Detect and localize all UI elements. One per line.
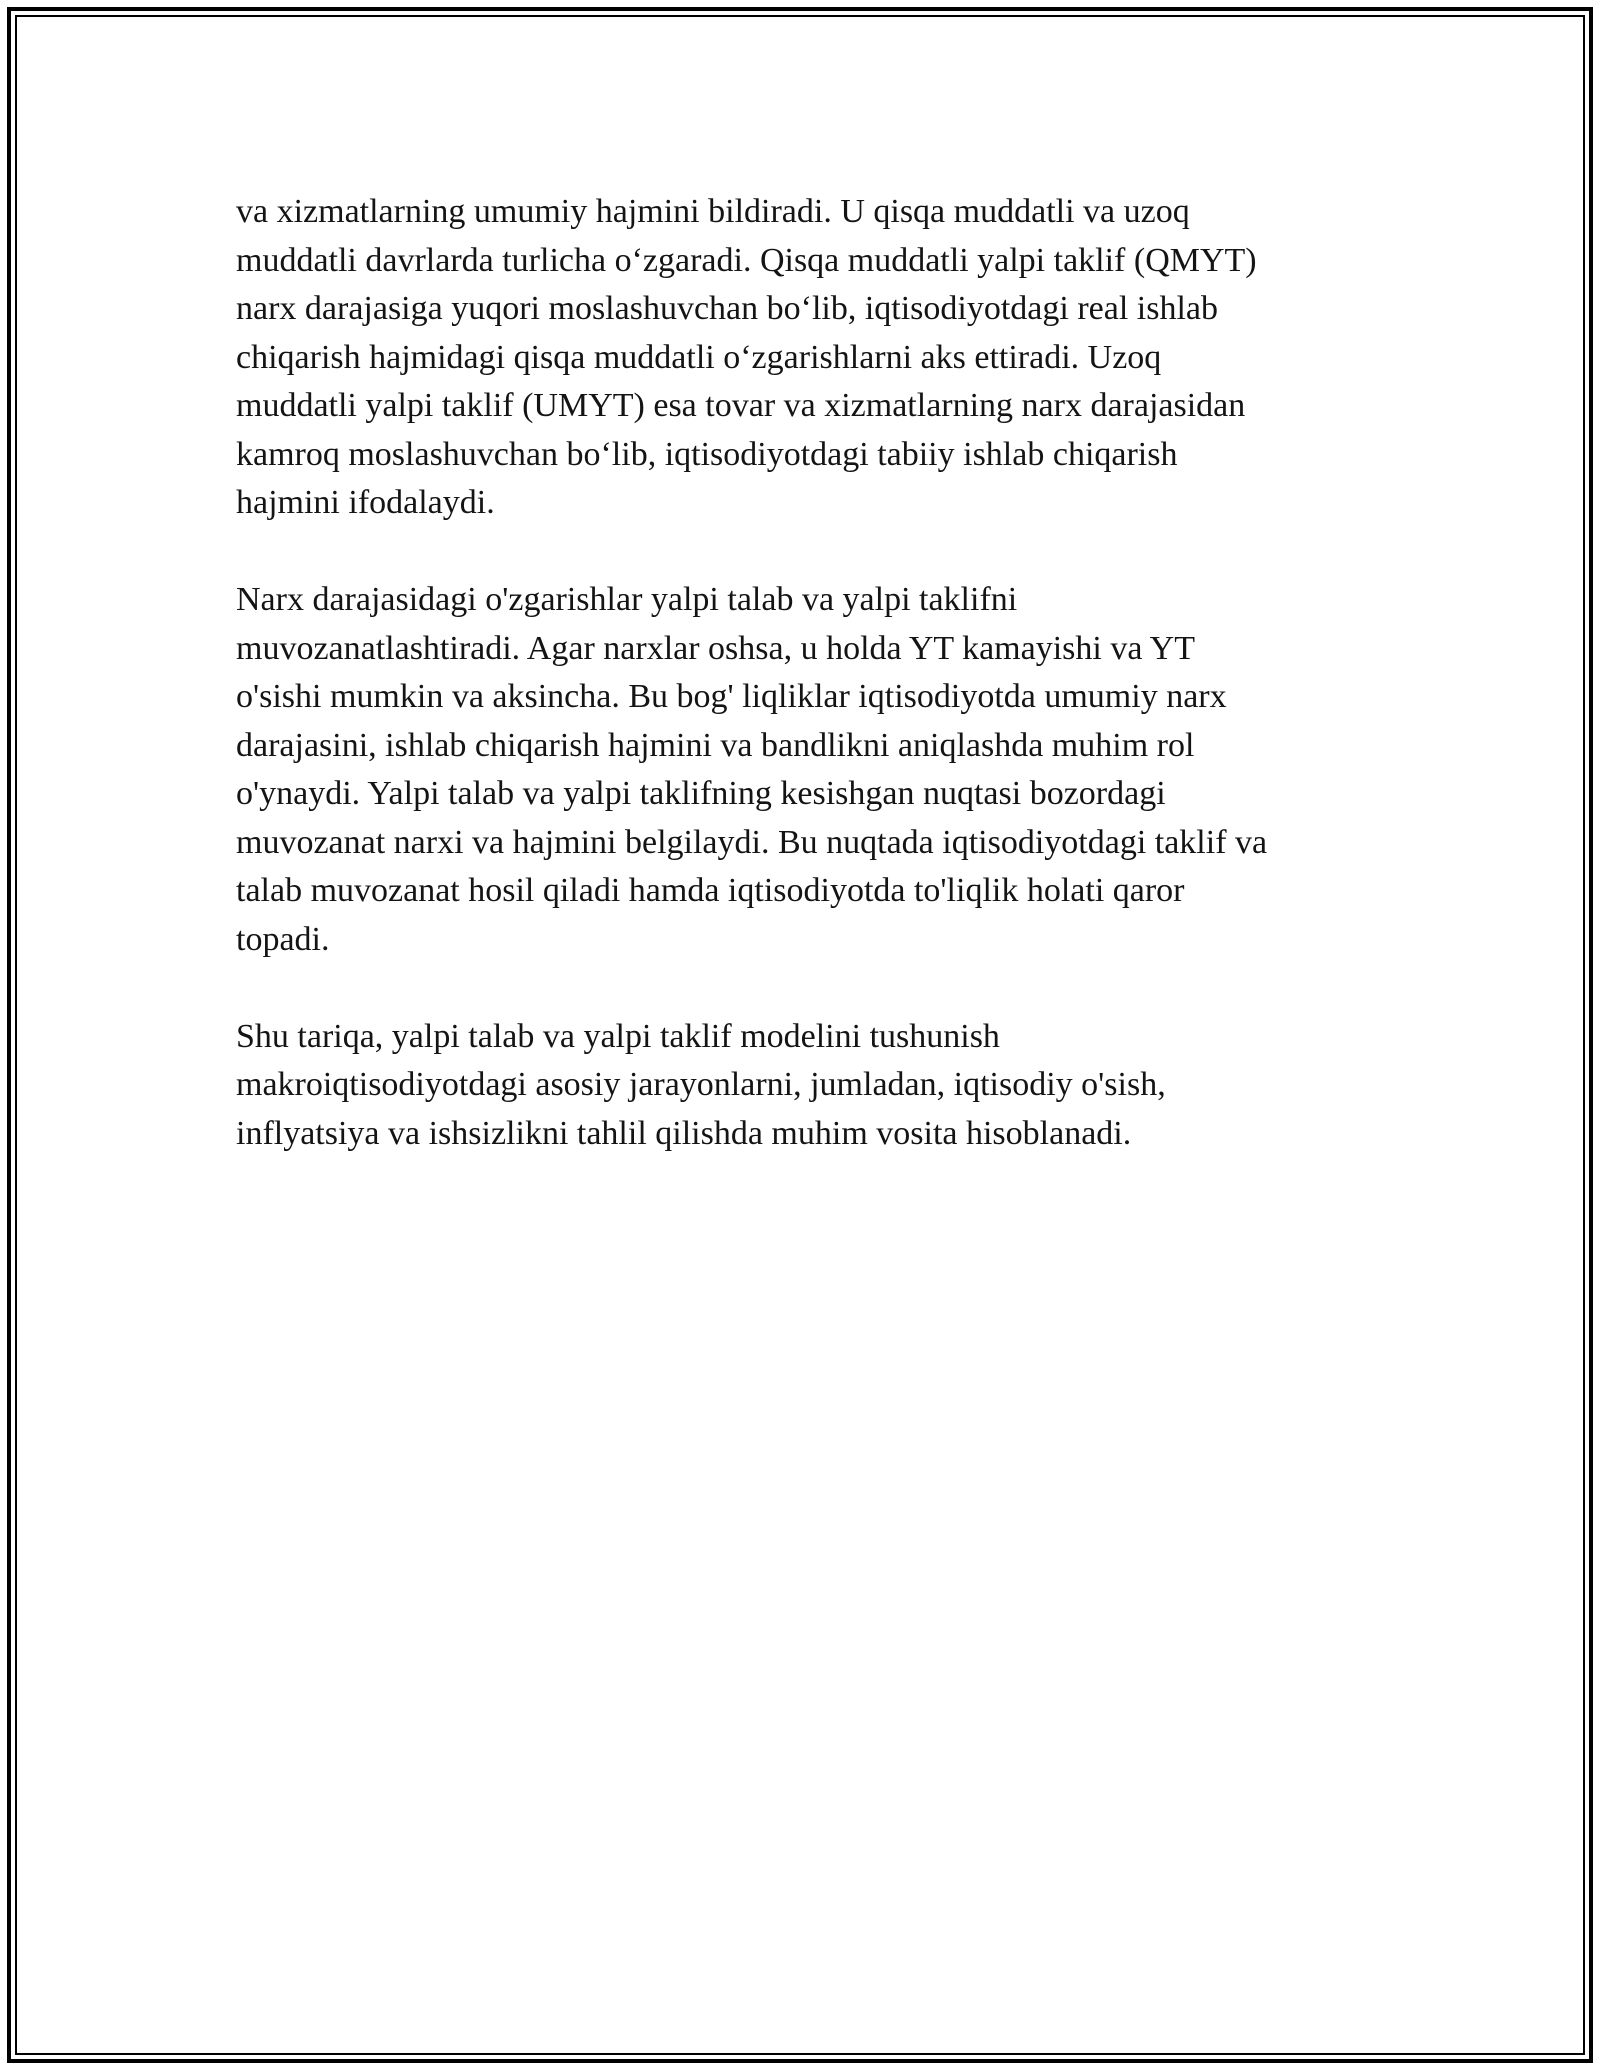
text-line: muddatli davrlarda turlicha o‘zgaradi. Qisqa muddatli yalpi taklif (QMYT) [236,241,1257,279]
document-body [236,188,1366,1158]
text-line: inflyatsiya va ishsizlikni tahlil qilishda muhim vosita hisoblanadi. [236,1114,1132,1152]
text-line: o'sishi mumkin va aksincha. Bu bog' liqliklar iqtisodiyotda umumiy narx [236,678,1227,715]
paragraph-price-level [236,576,1366,964]
paragraph-aggregate-supply [236,188,1366,528]
text-line: o'ynaydi. Yalpi talab va yalpi taklifning kesishgan nuqtasi bozordagi [236,775,1166,812]
text-line: Narx darajasidagi o'zgarishlar yalpi talab va yalpi taklifni [236,581,1018,618]
text-line: muvozanatlashtiradi. Agar narxlar oshsa, u holda YT kamayishi va YT [236,629,1195,667]
text-line: kamroq moslashuvchan bo‘lib, iqtisodiyotdagi tabiiy ishlab chiqarish [236,435,1178,473]
text-line: darajasini, ishlab chiqarish hajmini va bandlikni aniqlashda muhim rol [236,726,1195,764]
text-line: hajmini ifodalaydi. [236,484,495,521]
text-line: muvozanat narxi va hajmini belgilaydi. Bu nuqtada iqtisodiyotdagi taklif va [236,823,1268,861]
text-line: narx darajasiga yuqori moslashuvchan bo‘lib, iqtisodiyotdagi real ishlab [236,290,1218,327]
text-line: muddatli yalpi taklif (UMYT) esa tovar va xizmatlarning narx darajasidan [236,387,1246,424]
paragraph-conclusion [236,1013,1366,1159]
text-line: Shu tariqa, yalpi talab va yalpi taklif modelini tushunish [236,1017,1000,1055]
text-line: va xizmatlarning umumiy hajmini bildiradi. U qisqa muddatli va uzoq [236,193,1190,230]
text-line: makroiqtisodiyotdagi asosiy jarayonlarni, jumladan, iqtisodiy o'sish, [236,1066,1166,1103]
text-line: topadi. [236,920,330,958]
text-line: chiqarish hajmidagi qisqa muddatli o‘zgarishlarni aks ettiradi. Uzoq [236,338,1162,376]
text-line: talab muvozanat hosil qiladi hamda iqtisodiyotda to'liqlik holati qaror [236,872,1185,909]
